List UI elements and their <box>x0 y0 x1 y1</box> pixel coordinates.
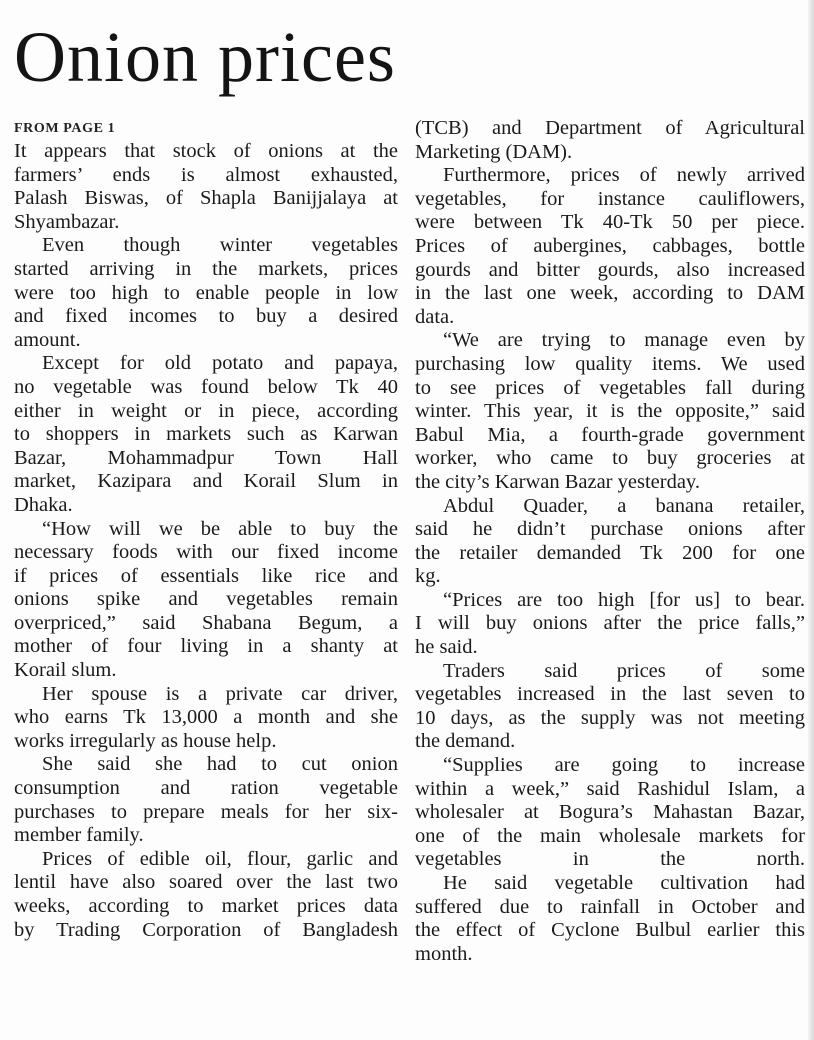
column-2-body <box>415 117 805 966</box>
text-line: the city’s Karwan Bazar yesterday. <box>415 470 700 493</box>
text-line: suffered due to rainfall in October and <box>415 895 805 918</box>
column-1-body <box>14 140 398 942</box>
jump-label: FROM PAGE 1 <box>14 121 116 136</box>
text-line: Even though winter vegetables <box>42 234 398 257</box>
text-line: the retailer demanded Tk 200 for one <box>415 541 805 564</box>
text-line: purchases to prepare meals for her six- <box>14 800 398 823</box>
text-line: one of the main wholesale markets for <box>415 824 805 847</box>
text-line: member family. <box>14 824 144 847</box>
text-line: winter. This year, it is the opposite,” said <box>415 400 805 423</box>
text-line: market, Kazipara and Korail Slum in <box>14 470 398 493</box>
text-line: 10 days, as the supply was not meeting <box>415 706 805 729</box>
text-line: Korail slum. <box>14 659 117 682</box>
text-line: vegetables in the north. <box>415 848 805 871</box>
text-line: vegetables increased in the last seven to <box>415 683 805 706</box>
text-line: “How will we be able to buy the <box>42 517 398 540</box>
text-line: kg. <box>415 565 441 588</box>
text-line: Furthermore, prices of newly arrived <box>443 164 805 187</box>
article-column-1 <box>14 117 398 942</box>
text-line: Abdul Quader, a banana retailer, <box>443 494 805 517</box>
text-line: amount. <box>14 328 81 351</box>
text-line: data. <box>415 305 455 328</box>
headline: Onion prices <box>14 17 396 97</box>
text-line: Prices of aubergines, cabbages, bottle <box>415 234 805 257</box>
text-line: Her spouse is a private car driver, <box>42 682 398 705</box>
text-line: who earns Tk 13,000 a month and she <box>14 706 398 729</box>
text-line: Prices of edible oil, flour, garlic and <box>42 847 398 870</box>
text-line: lentil have also soared over the last two <box>14 871 398 894</box>
text-line: to see prices of vegetables fall during <box>415 376 805 399</box>
text-line: Except for old potato and papaya, <box>42 352 398 375</box>
text-line: farmers’ ends is almost exhausted, <box>14 163 398 186</box>
text-line: She said she had to cut onion <box>42 753 398 776</box>
text-line: and fixed incomes to buy a desired <box>14 305 398 328</box>
text-line: He said vegetable cultivation had <box>443 872 805 894</box>
text-line: Babul Mia, a fourth-grade government <box>415 423 805 446</box>
text-line: Bazar, Mohammadpur Town Hall <box>14 446 398 469</box>
article-column-2 <box>415 117 805 966</box>
text-line: I will buy onions after the price falls,” <box>415 612 805 635</box>
text-line: said he didn’t purchase onions after <box>415 518 805 541</box>
text-line: Palash Biswas, of Shapla Banijjalaya at <box>14 187 398 210</box>
text-line: (TCB) and Department of Agricultural <box>415 117 805 139</box>
text-line: wholesaler at Bogura’s Mahastan Bazar, <box>415 801 805 824</box>
text-line: Marketing (DAM). <box>415 140 573 163</box>
text-line: “Supplies are going to increase <box>443 754 805 777</box>
text-line: works irregularly as house help. <box>14 729 277 752</box>
text-line: worker, who came to buy groceries at <box>415 447 805 470</box>
text-line: It appears that stock of onions at the <box>14 140 398 162</box>
text-line: weeks, according to market prices data <box>14 895 398 917</box>
page-edge-shadow <box>808 0 814 1040</box>
text-line: consumption and ration vegetable <box>14 777 398 800</box>
text-line: Dhaka. <box>14 493 73 516</box>
text-line: Traders said prices of some <box>443 659 805 682</box>
text-line: no vegetable was found below Tk 40 <box>14 375 398 398</box>
text-line: by Trading Corporation of Bangladesh <box>14 918 398 941</box>
text-line: to shoppers in markets such as Karwan <box>14 423 398 446</box>
text-line: mother of four living in a shanty at <box>14 635 398 658</box>
text-line: if prices of essentials like rice and <box>14 564 398 587</box>
text-line: overpriced,” said Shabana Begum, a <box>14 611 398 634</box>
text-line: were between Tk 40-Tk 50 per piece. <box>415 211 805 234</box>
text-line: onions spike and vegetables remain <box>14 588 398 611</box>
text-line: in the last one week, according to DAM <box>415 282 805 305</box>
text-line: the effect of Cyclone Bulbul earlier this <box>415 919 805 942</box>
text-line: were too high to enable people in low <box>14 281 398 304</box>
text-line: Shyambazar. <box>14 210 120 233</box>
text-line: month. <box>415 942 473 965</box>
text-line: vegetables, for instance cauliflowers, <box>415 187 805 210</box>
text-line: “We are trying to manage even by <box>443 329 805 352</box>
text-line: he said. <box>415 636 478 659</box>
text-line: purchasing low quality items. We used <box>415 352 805 375</box>
text-line: started arriving in the markets, prices <box>14 257 398 280</box>
text-line: within a week,” said Rashidul Islam, a <box>415 777 805 800</box>
text-line: necessary foods with our fixed income <box>14 541 398 564</box>
text-line: the demand. <box>415 730 516 753</box>
text-line: gourds and bitter gourds, also increased <box>415 258 805 281</box>
text-line: “Prices are too high [for us] to bear. <box>443 588 805 611</box>
text-line: either in weight or in piece, according <box>14 399 398 422</box>
